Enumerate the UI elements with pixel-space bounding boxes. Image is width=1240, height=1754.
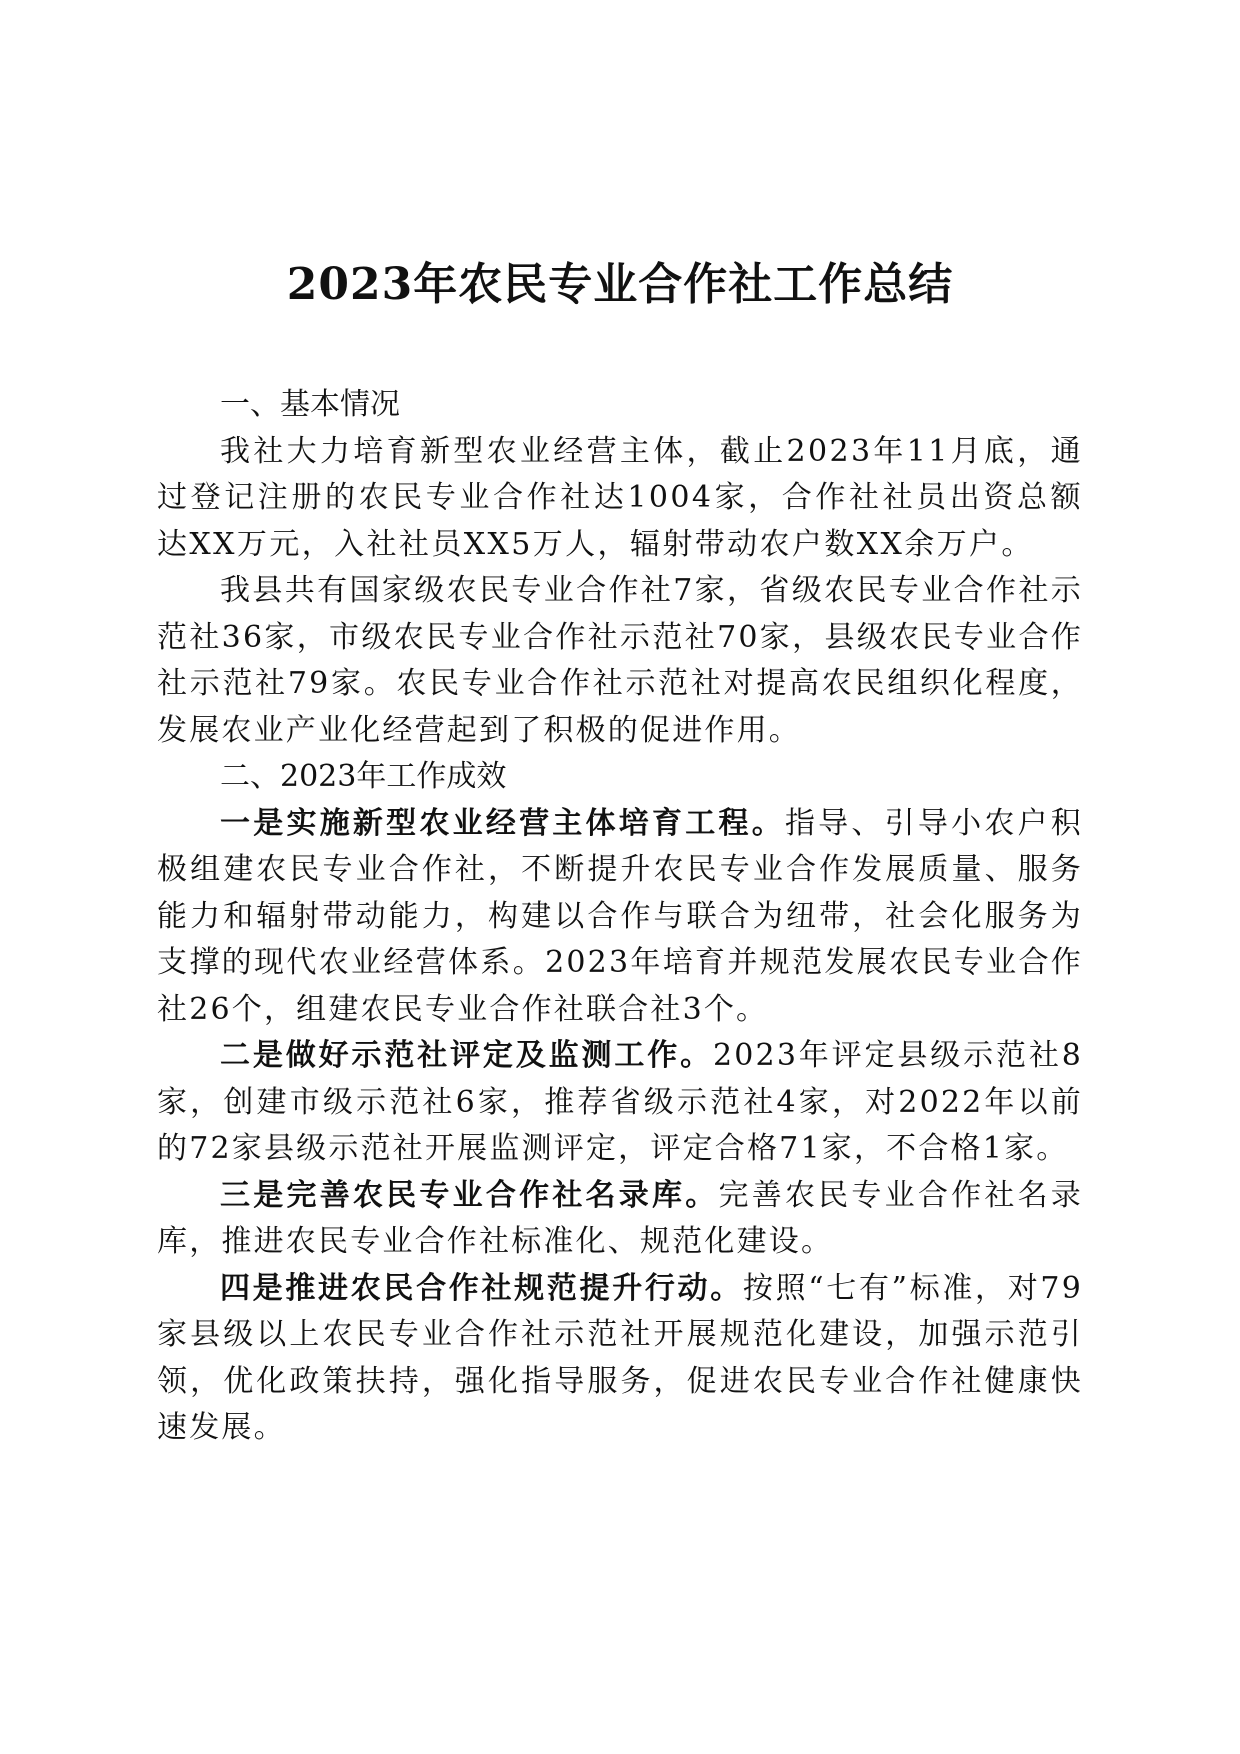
paragraph-text: 我县共有国家级农民专业合作社7家，省级农民专业合作社示范社36家，市级农民专业合作社示范社70家，县级农民专业合作社示范社79家。农民专业合作社示范社对提高农民组织化程度，发展农业产业化经营起到了积极的促进作用。 xyxy=(157,573,1083,748)
document-title: 2023年农民专业合作社工作总结 xyxy=(286,259,954,310)
paragraph-lead: 四是推进农民合作社规范提升行动。 xyxy=(220,1270,743,1306)
paragraph xyxy=(157,568,1083,754)
paragraph-lead: 一是实施新型农业经营主体培育工程。 xyxy=(220,805,785,841)
paragraph-lead: 二是做好示范社评定及监测工作。 xyxy=(220,1038,713,1073)
paragraph-text: 指导、引导小农户积极组建农民专业合作社，不断提升农民专业合作发展质量、服务能力和辐射带动能力，构建以合作与联合为纽带，社会化服务为支撑的现代农业经营体系。2023年培育并规范发展农民专业合作社26个，组建农民专业合作社联合社3个。 xyxy=(157,805,1083,1027)
paragraph xyxy=(157,801,1083,1034)
paragraph xyxy=(157,1033,1083,1173)
paragraph-text: 按照“七有”标准，对79家县级以上农民专业合作社示范社开展规范化建设，加强示范引领，优化政策扶持，强化指导服务，促进农民专业合作社健康快速发展。 xyxy=(157,1270,1083,1445)
paragraph-text: 2023年评定县级示范社8家，创建市级示范社6家，推荐省级示范社4家，对2022年以前的72家县级示范社开展监测评定，评定合格71家，不合格1家。 xyxy=(157,1038,1084,1166)
paragraph-lead: 三是完善农民专业合作社名录库。 xyxy=(220,1177,719,1213)
section-heading-basic-info: 一、基本情况 xyxy=(220,387,400,422)
document-body xyxy=(157,382,1083,1452)
paragraph xyxy=(157,1266,1083,1452)
paragraph xyxy=(157,1173,1083,1266)
paragraph-text: 完善农民专业合作社名录库，推进农民专业合作社标准化、规范化建设。 xyxy=(157,1177,1084,1259)
paragraph-text: 我社大力培育新型农业经营主体，截止2023年11月底，通过登记注册的农民专业合作社达1004家，合作社社员出资总额达XX万元，入社社员XX5万人，辐射带动农户数XX余万户。 xyxy=(157,433,1083,562)
section-heading-achievements: 二、2023年工作成效 xyxy=(220,759,507,794)
paragraph xyxy=(157,429,1083,569)
